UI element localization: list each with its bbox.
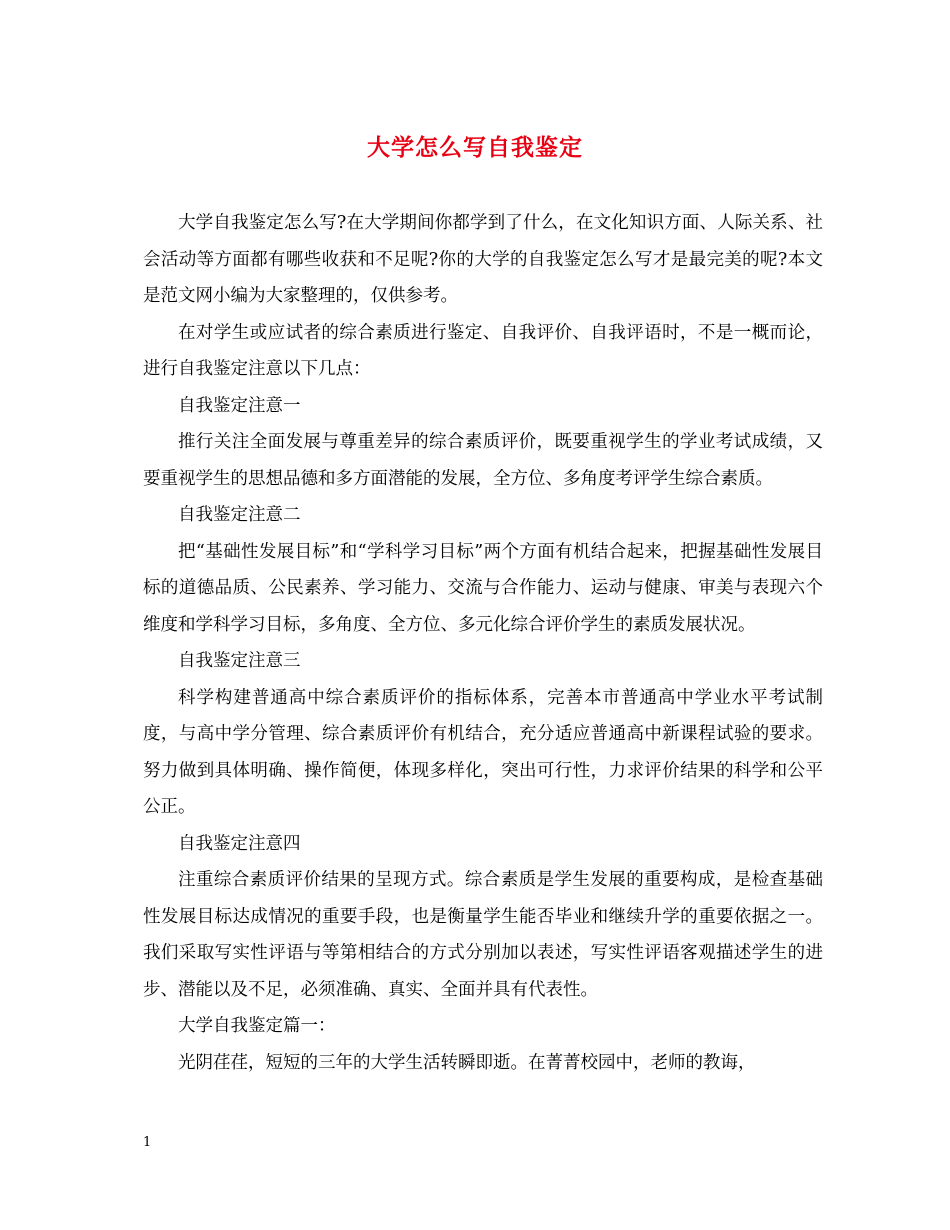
paragraph-note-1: 推行关注全面发展与尊重差异的综合素质评价，既要重视学生的学业考试成绩，又要重视学生的思想品德和多方面潜能的发展，全方位、多角度考评学生综合素质。 xyxy=(143,432,823,489)
section-heading-note-4: 自我鉴定注意四 xyxy=(178,833,301,854)
section-heading-essay-1: 大学自我鉴定篇一： xyxy=(178,1016,336,1036)
document-title: 大学怎么写自我鉴定 xyxy=(367,134,583,161)
paragraph-note-3: 科学构建普通高中综合素质评价的指标体系，完善本市普通高中学业水平考试制度，与高中学分管理、综合素质评价有机结合，充分适应普通高中新课程试验的要求。努力做到具体明确、操作简便，体现多样化，突出可行性，力求评价结果的科学和公平公正。 xyxy=(143,687,823,817)
paragraph-intro: 大学自我鉴定怎么写?在大学期间你都学到了什么，在文化知识方面、人际关系、社会活动等方面都有哪些收获和不足呢?你的大学的自我鉴定怎么写才是最完美的呢?本文是范文网小编为大家整理的，仅供参考。 xyxy=(143,213,823,306)
page-number: 1 xyxy=(143,1135,152,1150)
paragraph-essay-1: 光阴荏荏，短短的三年的大学生活转瞬即逝。在菁菁校园中，老师的教诲， xyxy=(178,1052,756,1073)
section-heading-note-2: 自我鉴定注意二 xyxy=(178,505,301,525)
paragraph-overview: 在对学生或应试者的综合素质进行鉴定、自我评价、自我评语时，不是一概而论，进行自我鉴定注意以下几点： xyxy=(143,322,823,379)
document-body xyxy=(143,205,823,1081)
section-heading-note-3: 自我鉴定注意三 xyxy=(178,651,301,671)
section-heading-note-1: 自我鉴定注意一 xyxy=(178,395,301,416)
paragraph-note-2: 把“基础性发展目标”和“学科学习目标”两个方面有机结合起来，把握基础性发展目标的道德品质、公民素养、学习能力、交流与合作能力、运动与健康、审美与表现六个维度和学科学习目标，多角度、全方位、多元化综合评价学生的素质发展状况。 xyxy=(143,541,823,635)
paragraph-note-4: 注重综合素质评价结果的呈现方式。综合素质是学生发展的重要构成，是检查基础性发展目标达成情况的重要手段，也是衡量学生能否毕业和继续升学的重要依据之一。我们采取写实性评语与等第相结合的方式分别加以表述，写实性评语客观描述学生的进步、潜能以及不足，必须准确、真实、全面并具有代表性。 xyxy=(143,870,823,1000)
